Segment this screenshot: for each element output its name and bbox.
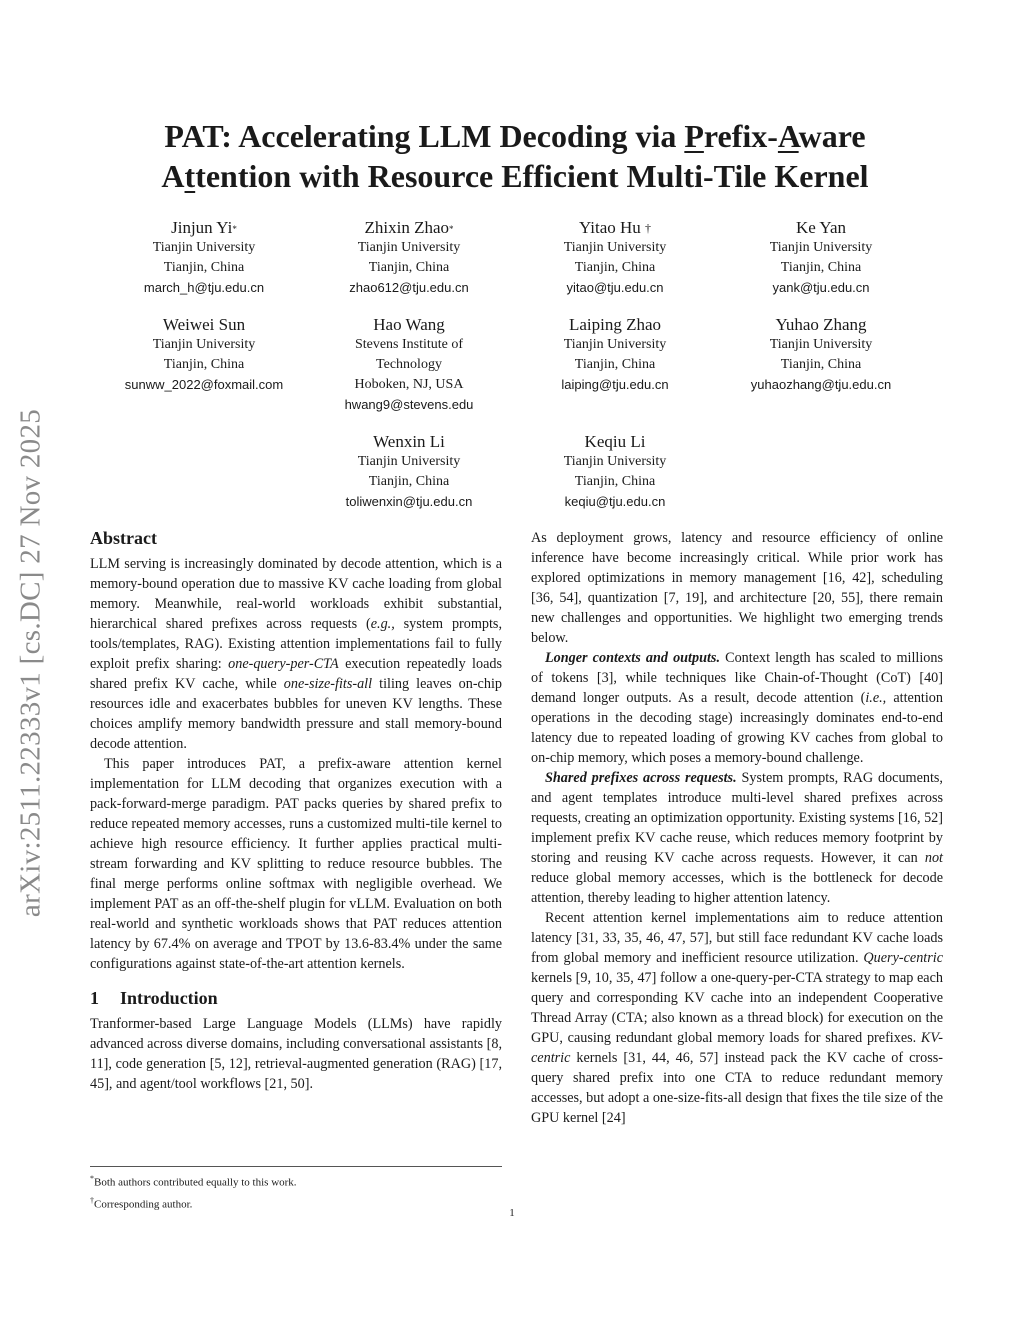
author-name: Jinjun Yi*: [171, 218, 237, 237]
author-block: Zhixin Zhao* Tianjin University Tianjin, China zhao612@tju.edu.cn: [309, 217, 509, 298]
author-email: march_h@tju.edu.cn: [143, 280, 265, 295]
author-email: keqiu@tju.edu.cn: [564, 494, 666, 509]
author-email: yuhaozhang@tju.edu.cn: [750, 377, 892, 392]
author-block: Jinjun Yi* Tianjin University Tianjin, China march_h@tju.edu.cn: [104, 217, 304, 298]
author-name: Keqiu Li: [584, 432, 646, 451]
abstract-heading: Abstract: [90, 528, 157, 548]
page-number: 1: [509, 1207, 515, 1219]
abstract-paragraph: LLM serving is increasingly dominated by decode attention, which is a memory-bound operation due to massive KV cache loading from global memory. Meanwhile, real-world workloads exhibit substantial, hierarchical shared prefixes across requests (e.g., system prompts, tools/templates, RAG). Existing attention implementations fail to fully exploit prefix sharing: one-query-per-CTA execution repeatedly loads shared prefix KV cache, while one-size-fits-all tiling leaves on-chip resources idle and exacerbates bubbles for uneven KV lengths. These choices amplify memory bandwidth pressure and stall memory-bound decode attention.: [90, 556, 502, 752]
body-paragraph: Tranformer-based Large Language Models (LLMs) have rapidly advanced across diverse domains, including conversational assistants [8, 11], code generation [5, 12], retrieval-augmented generation (RAG) [17, 45], and agent/tool workflows [21, 50].: [90, 1016, 502, 1092]
footnote: *Both authors contributed equally to this work.: [90, 1174, 297, 1189]
author-email: toliwenxin@tju.edu.cn: [345, 494, 473, 509]
body-paragraph: As deployment grows, latency and resource efficiency of online inference have become increasingly critical. While prior work has explored optimizations in memory management [16, 42], scheduling [36, 54], quantization [7, 19], and architecture [20, 55], there remain new challenges and opportunities. We highlight two emerging trends below.: [531, 530, 943, 646]
section-heading-introduction: 1 Introduction: [90, 988, 218, 1008]
author-email: yitao@tju.edu.cn: [566, 280, 664, 295]
author-block: Wenxin Li Tianjin University Tianjin, China toliwenxin@tju.edu.cn: [309, 431, 509, 512]
author-block: Weiwei Sun Tianjin University Tianjin, China sunww_2022@foxmail.com: [104, 314, 304, 395]
author-block: Hao Wang Stevens Institute of Technology Hoboken, NJ, USA hwang9@stevens.edu: [309, 314, 509, 415]
author-email: laiping@tju.edu.cn: [561, 377, 669, 392]
author-block: Ke Yan Tianjin University Tianjin, China yank@tju.edu.cn: [721, 217, 921, 298]
author-block: Yuhao Zhang Tianjin University Tianjin, China yuhaozhang@tju.edu.cn: [721, 314, 921, 395]
author-name: Weiwei Sun: [162, 315, 246, 334]
author-name: Zhixin Zhao*: [364, 218, 454, 237]
author-email: yank@tju.edu.cn: [772, 280, 870, 295]
body-paragraph: Longer contexts and outputs. Context length has scaled to millions of tokens [3], while techniques like Chain-of-Thought (CoT) [40] demand longer outputs. As a result, decode attention (i.e., attention operations in the decoding stage) increasingly dominates end-to-end latency due to repeated loading of growing KV caches from global to on-chip memory, which poses a memory-bound challenge.: [531, 650, 944, 766]
author-email: sunww_2022@foxmail.com: [124, 377, 284, 392]
author-name: Laiping Zhao: [568, 315, 662, 334]
left-column: [90, 526, 502, 1094]
author-name: Ke Yan: [795, 218, 847, 237]
author-name: Hao Wang: [373, 315, 445, 334]
arxiv-id: arXiv:2511.22333v1 [cs.DC] 27 Nov 2025: [14, 408, 47, 918]
author-name: Wenxin Li: [373, 432, 445, 451]
abstract-paragraph: This paper introduces PAT, a prefix-aware attention kernel implementation for LLM decoding that organizes execution with a pack-forward-merge paradigm. PAT packs queries by shared prefix to reduce repeated memory accesses, runs a customized multi-tile kernel to achieve high resource efficiency. It further applies practical multi-stream forwarding and KV splitting to reduce resource bubbles. The final merge performs online softmax with negligible overhead. We implement PAT as an off-the-shelf plugin for vLLM. Evaluation on both real-world and synthetic workloads shows that PAT reduces attention latency by 67.4% on average and TPOT by 13.6-83.4% under the same configurations against state-of-the-art attention kernels.: [90, 756, 502, 972]
arxiv-sidebar: [2, 363, 60, 963]
body-paragraph: Recent attention kernel implementations aim to reduce attention latency [31, 33, 35, 46, 47, 57], but still face redundant KV cache loads from global memory and inefficient resource utilization. Query-centric kernels [9, 10, 35, 47] follow a one-query-per-CTA strategy to map each query and corresponding KV cache into an independent Cooperative Thread Array (CTA; also known as a thread block) for execution on the GPU, causing redundant global memory loads for shared prefixes. KV-centric kernels [31, 44, 46, 57] instead pack the KV cache of cross-query shared prefix into one CTA to reduce redundant memory accesses, but adopt a one-size-fits-all design that fixes the tile size of the GPU kernel [24]: [531, 910, 943, 1126]
body-paragraph: Shared prefixes across requests. System prompts, RAG documents, and agent templates introduce multi-level shared prefixes across requests, creating an optimization opportunity. Existing systems [16, 52] implement prefix KV cache reuse, which reduces memory footprint by storing and reusing KV cache across requests. However, it can not reduce global memory accesses, which is the bottleneck for decode attention, thereby leading to higher attention latency.: [531, 770, 943, 906]
author-block: Yitao Hu † Tianjin University Tianjin, China yitao@tju.edu.cn: [515, 217, 715, 298]
author-name: Yuhao Zhang: [775, 315, 867, 334]
author-name: Yitao Hu †: [578, 218, 652, 237]
author-block: Laiping Zhao Tianjin University Tianjin, China laiping@tju.edu.cn: [515, 314, 715, 395]
right-column: [531, 528, 943, 1128]
paper-title: PAT: Accelerating LLM Decoding via Prefix-Aware Attention with Resource Efficient Multi-Tile Kernel: [161, 118, 869, 194]
footnote: †Corresponding author.: [90, 1195, 193, 1211]
author-email: hwang9@stevens.edu: [344, 397, 474, 412]
author-block: Keqiu Li Tianjin University Tianjin, China keqiu@tju.edu.cn: [515, 431, 715, 512]
author-email: zhao612@tju.edu.cn: [349, 280, 469, 295]
